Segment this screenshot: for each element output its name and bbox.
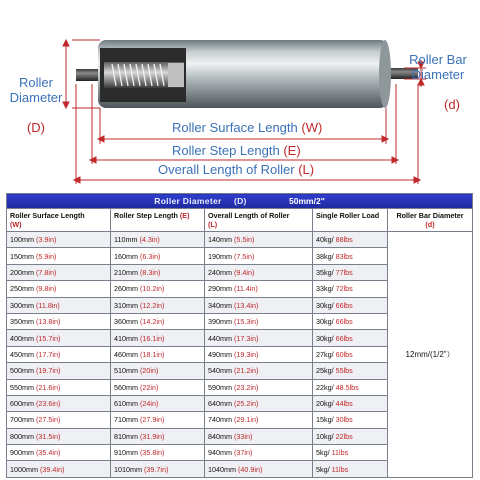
table-title-spec: 50mm/2" (289, 196, 325, 206)
cell-surface-length (7, 428, 111, 444)
cell-surface-length-value: 700mm (10, 415, 34, 425)
cell-surface-length-value: 450mm (10, 349, 34, 359)
cell-surface-length-value: 600mm (10, 399, 34, 409)
cell-overall-length (205, 461, 313, 477)
cell-overall-length-value: 140mm (208, 235, 232, 245)
cell-step-length-inch: (24in) (139, 399, 159, 409)
cell-surface-length-value: 1000mm (10, 464, 38, 474)
table-title (7, 194, 473, 209)
cell-step-length-value: 360mm (114, 317, 138, 327)
step-length-label (172, 143, 301, 158)
cell-load-value: 30kg/ (316, 333, 334, 343)
cell-load (313, 264, 388, 280)
cell-surface-length (7, 330, 111, 346)
cell-surface-length-inch: (23.6in) (35, 399, 61, 409)
cell-load-inch: 72lbs (335, 284, 353, 294)
cell-surface-length-value: 400mm (10, 333, 34, 343)
header-bar-diameter: Roller Bar Diameter (d) (388, 209, 473, 232)
spec-table (6, 193, 473, 478)
cell-step-length (111, 330, 205, 346)
cell-step-length-inch: (8.3in) (139, 267, 161, 277)
roller-diagram (0, 0, 480, 192)
bar-diameter-text: Roller Bar Diameter (409, 52, 467, 82)
cell-load (313, 248, 388, 264)
cell-overall-length (205, 445, 313, 461)
cell-overall-length (205, 346, 313, 362)
cell-surface-length (7, 461, 111, 477)
cell-surface-length-value: 300mm (10, 300, 34, 310)
cell-surface-length (7, 445, 111, 461)
cell-overall-length-inch: (23.2in) (233, 382, 259, 392)
cell-overall-length (205, 232, 313, 248)
cell-surface-length-value: 200mm (10, 267, 34, 277)
cell-surface-length-inch: (19.7in) (35, 366, 61, 376)
cell-surface-length (7, 395, 111, 411)
cell-step-length-value: 910mm (114, 448, 138, 458)
cell-load-value: 30kg/ (316, 300, 334, 310)
cell-load-inch: 55lbs (335, 366, 353, 376)
cell-overall-length-value: 590mm (208, 382, 232, 392)
table-title-text: Roller Diameter (154, 196, 222, 206)
cell-surface-length-inch: (17.7in) (35, 349, 61, 359)
overall-length-text: Overall Length of Roller (158, 162, 295, 177)
cell-overall-length-inch: (11.4in) (233, 284, 258, 294)
cell-overall-length-value: 640mm (208, 399, 232, 409)
cell-load (313, 297, 388, 313)
cell-load-inch: 48.5lbs (335, 382, 359, 392)
cell-step-length-value: 410mm (114, 333, 138, 343)
cell-overall-length (205, 297, 313, 313)
cell-load-value: 15kg/ (316, 415, 334, 425)
cell-step-length-value: 460mm (114, 349, 138, 359)
cell-surface-length-value: 350mm (10, 317, 34, 327)
cell-overall-length-value: 940mm (208, 448, 232, 458)
surface-length-sym: (W) (301, 120, 323, 135)
cell-step-length (111, 297, 205, 313)
header-surface-length: Roller Surface Length (W) (7, 209, 111, 232)
cell-step-length (111, 346, 205, 362)
cell-overall-length-inch: (17.3in) (233, 333, 259, 343)
cell-load-value: 38kg/ (316, 251, 334, 261)
cell-load-value: 30kg/ (316, 317, 334, 327)
cell-step-length-inch: (27.9in) (139, 415, 165, 425)
cell-step-length-value: 1010mm (114, 464, 142, 474)
cell-overall-length (205, 428, 313, 444)
cell-surface-length (7, 313, 111, 329)
cell-overall-length (205, 248, 313, 264)
cell-load-inch: 66lbs (335, 300, 353, 310)
cell-load (313, 445, 388, 461)
cell-surface-length-inch: (15.7in) (35, 333, 61, 343)
cell-step-length-value: 560mm (114, 382, 138, 392)
cell-surface-length (7, 412, 111, 428)
cell-surface-length (7, 363, 111, 379)
table-title-sym: (D) (233, 196, 247, 206)
roller-diameter-text: Roller Diameter (9, 75, 63, 105)
cell-load (313, 379, 388, 395)
cell-load-inch: 11lbs (331, 464, 349, 474)
table-row (7, 232, 473, 248)
header-load: Single Roller Load (313, 209, 388, 232)
roller-diameter-label (6, 60, 66, 135)
cell-load-inch: 44lbs (335, 399, 353, 409)
cell-step-length-inch: (18.1in) (139, 349, 165, 359)
cell-overall-length-value: 540mm (208, 366, 232, 376)
cell-overall-length-value: 340mm (208, 300, 232, 310)
cell-step-length-value: 110mm (114, 235, 138, 245)
table-header-row (7, 209, 473, 232)
cell-step-length-inch: (4.3in) (139, 235, 160, 245)
table-title-row (7, 194, 473, 209)
cell-step-length (111, 428, 205, 444)
cell-overall-length (205, 281, 313, 297)
cell-overall-length (205, 313, 313, 329)
cell-overall-length-value: 490mm (208, 349, 232, 359)
cell-overall-length-inch: (25.2in) (233, 399, 259, 409)
cell-load-value: 40kg/ (316, 235, 334, 245)
cell-overall-length-inch: (5.5in) (233, 235, 255, 245)
cell-overall-length-inch: (9.4in) (233, 267, 255, 277)
cell-overall-length-inch: (40.9in) (237, 464, 263, 474)
cell-step-length-value: 610mm (114, 399, 138, 409)
cell-overall-length-value: 390mm (208, 317, 232, 327)
cell-overall-length-inch: (7.5in) (233, 251, 255, 261)
cell-load-value: 33kg/ (316, 284, 334, 294)
cell-step-length (111, 363, 205, 379)
cell-step-length-inch: (20in) (139, 366, 159, 376)
cell-load (313, 461, 388, 477)
cell-load-value: 10kg/ (316, 431, 334, 441)
cell-surface-length (7, 379, 111, 395)
cell-load-inch: 88lbs (335, 235, 353, 245)
cell-step-length-inch: (22in) (139, 382, 159, 392)
cell-surface-length-value: 100mm (10, 235, 34, 245)
cell-surface-length (7, 264, 111, 280)
cell-surface-length (7, 232, 111, 248)
cell-step-length (111, 461, 205, 477)
cell-overall-length-value: 190mm (208, 251, 232, 261)
cell-load (313, 346, 388, 362)
cell-surface-length (7, 281, 111, 297)
cell-surface-length-inch: (31.5in) (35, 431, 61, 441)
cell-step-length (111, 379, 205, 395)
overall-length-sym: (L) (298, 162, 315, 177)
overall-length-label (158, 162, 314, 177)
cell-step-length (111, 232, 205, 248)
cell-step-length-value: 210mm (114, 267, 138, 277)
cell-overall-length-value: 240mm (208, 267, 232, 277)
roller-diameter-sym: (D) (26, 120, 46, 135)
cell-overall-length (205, 330, 313, 346)
cell-overall-length-inch: (29.1in) (233, 415, 259, 425)
cell-load (313, 412, 388, 428)
cell-step-length-value: 810mm (114, 431, 138, 441)
cell-surface-length-inch: (27.5in) (35, 415, 61, 425)
cell-step-length-value: 260mm (114, 284, 138, 294)
cell-surface-length-inch: (13.8in) (35, 317, 61, 327)
cell-overall-length-value: 1040mm (208, 464, 236, 474)
cell-load-value: 35kg/ (316, 267, 334, 277)
cell-load-inch: 11lbs (331, 448, 349, 458)
cell-overall-length (205, 412, 313, 428)
cell-step-length (111, 395, 205, 411)
cell-surface-length-inch: (21.6in) (35, 382, 61, 392)
cell-step-length-value: 160mm (114, 251, 138, 261)
cell-surface-length-value: 900mm (10, 448, 34, 458)
cell-step-length-inch: (14.2in) (139, 317, 165, 327)
cell-overall-length-inch: (33in) (233, 431, 253, 441)
cell-surface-length-inch: (35.4in) (35, 448, 61, 458)
cell-bar-diameter: 12mm/(1/2”） (388, 232, 473, 478)
surface-length-label (172, 120, 322, 135)
bar-diameter-sym: (d) (444, 97, 460, 112)
table-body (7, 232, 473, 478)
cell-surface-length-value: 250mm (10, 284, 34, 294)
cell-surface-length (7, 248, 111, 264)
cell-surface-length (7, 297, 111, 313)
cell-surface-length-inch: (39.4in) (39, 464, 65, 474)
cell-surface-length (7, 346, 111, 362)
cell-load-value: 5kg/ (316, 464, 330, 474)
cell-step-length (111, 313, 205, 329)
header-step-length: Roller Step Length (E) (111, 209, 205, 232)
cell-overall-length-value: 740mm (208, 415, 232, 425)
cell-load-inch: 77lbs (335, 267, 353, 277)
cell-overall-length (205, 379, 313, 395)
cell-surface-length-value: 150mm (10, 251, 34, 261)
cell-overall-length-value: 440mm (208, 333, 232, 343)
cell-step-length (111, 248, 205, 264)
cell-load-inch: 66lbs (335, 317, 353, 327)
cell-load (313, 363, 388, 379)
cell-overall-length-inch: (37in) (233, 448, 253, 458)
bar-diameter-label (398, 37, 478, 112)
cell-overall-length-value: 840mm (208, 431, 232, 441)
cell-step-length-inch: (12.2in) (139, 300, 165, 310)
cell-step-length-inch: (31.9in) (139, 431, 165, 441)
cell-overall-length-value: 290mm (208, 284, 232, 294)
cell-step-length-value: 710mm (114, 415, 138, 425)
cell-step-length-value: 510mm (114, 366, 138, 376)
cell-overall-length-inch: (15.3in) (233, 317, 259, 327)
cell-load (313, 428, 388, 444)
cell-overall-length-inch: (19.3in) (233, 349, 259, 359)
cell-load-inch: 83lbs (335, 251, 353, 261)
cell-step-length-inch: (35.8in) (139, 448, 165, 458)
cell-overall-length (205, 264, 313, 280)
cell-overall-length (205, 395, 313, 411)
cell-step-length (111, 445, 205, 461)
step-length-text: Roller Step Length (172, 143, 280, 158)
cell-load-inch: 30lbs (335, 415, 353, 425)
cell-step-length-inch: (16.1in) (139, 333, 165, 343)
cell-surface-length-inch: (9.8in) (35, 284, 57, 294)
cell-load (313, 313, 388, 329)
cell-step-length (111, 281, 205, 297)
cell-surface-length-inch: (7.8in) (35, 267, 57, 277)
cell-step-length-value: 310mm (114, 300, 138, 310)
cell-overall-length (205, 363, 313, 379)
cell-load-value: 27kg/ (316, 349, 334, 359)
cell-load-inch: 60lbs (335, 349, 353, 359)
cell-load-value: 22kg/ (316, 382, 334, 392)
cell-step-length-inch: (10.2in) (139, 284, 165, 294)
cell-step-length (111, 264, 205, 280)
cell-overall-length-inch: (13.4in) (233, 300, 259, 310)
cell-load-inch: 66lbs (335, 333, 353, 343)
cell-load (313, 232, 388, 248)
cell-step-length-inch: (6.3in) (139, 251, 161, 261)
cell-surface-length-inch: (5.9in) (35, 251, 57, 261)
cell-load (313, 330, 388, 346)
cell-surface-length-value: 550mm (10, 382, 34, 392)
step-length-sym: (E) (283, 143, 301, 158)
surface-length-text: Roller Surface Length (172, 120, 298, 135)
cell-load-value: 5kg/ (316, 448, 330, 458)
cell-load-value: 20kg/ (316, 399, 334, 409)
cell-step-length (111, 412, 205, 428)
header-overall-length: Overall Length of Roller (L) (205, 209, 313, 232)
cell-surface-length-value: 500mm (10, 366, 34, 376)
cell-load-inch: 22lbs (335, 431, 353, 441)
cell-surface-length-value: 800mm (10, 431, 34, 441)
cell-load (313, 281, 388, 297)
cell-load-value: 25kg/ (316, 366, 334, 376)
cell-overall-length-inch: (21.2in) (233, 366, 259, 376)
cell-surface-length-inch: (11.8in) (35, 300, 60, 310)
cell-surface-length-inch: (3.9in) (35, 235, 57, 245)
cell-load (313, 395, 388, 411)
cell-step-length-inch: (39.7in) (143, 464, 169, 474)
